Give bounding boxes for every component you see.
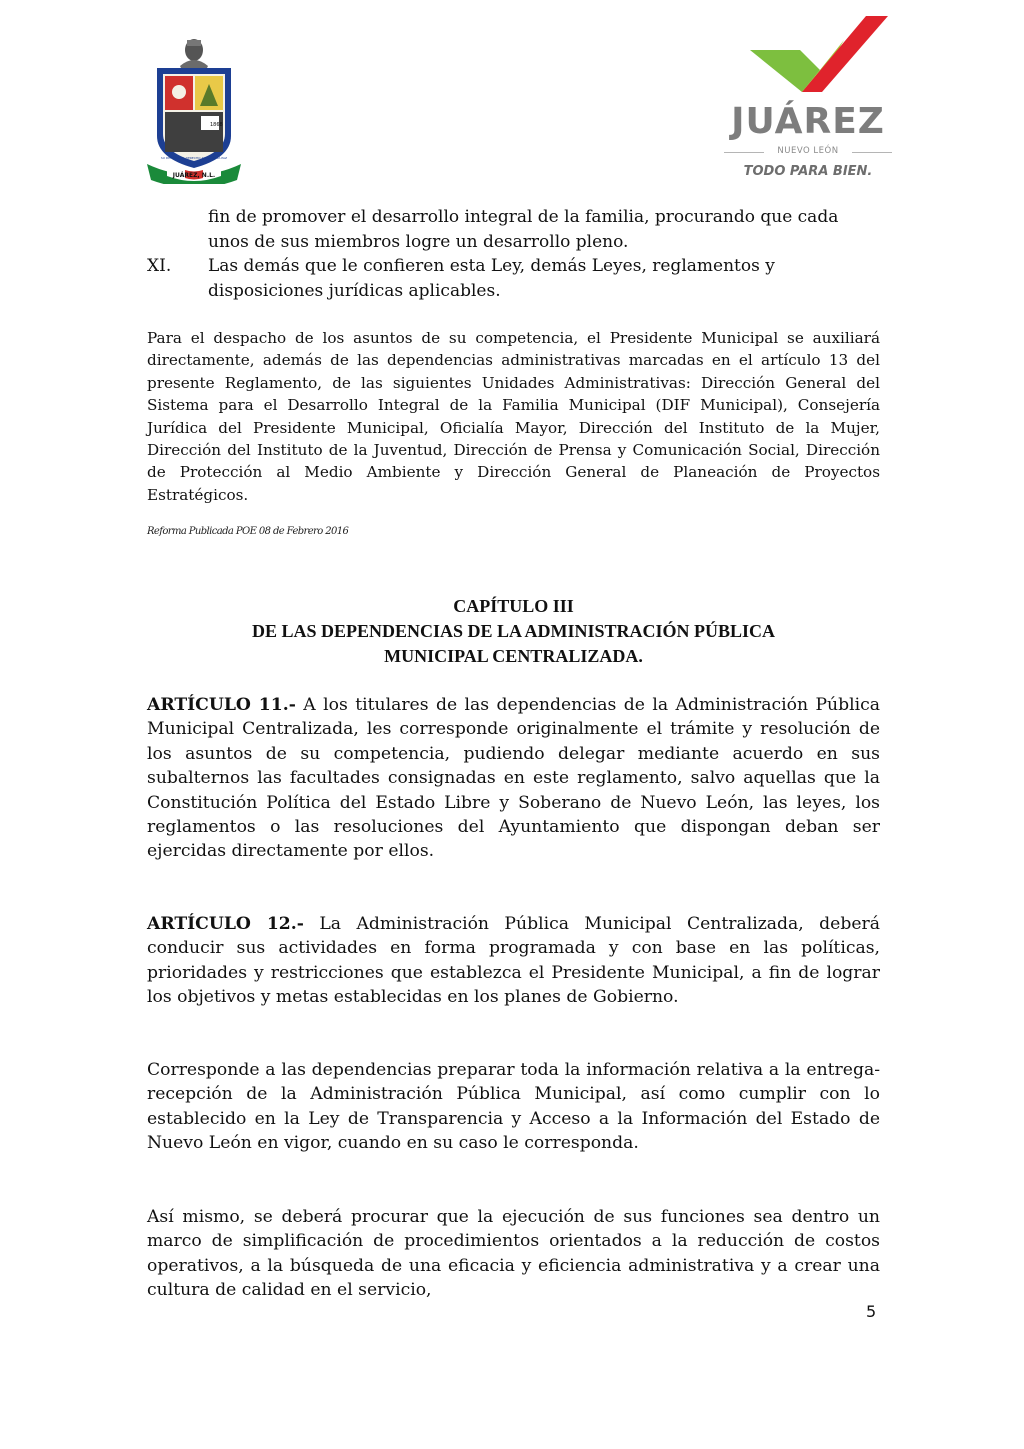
list-item — [147, 254, 877, 303]
brand-slogan: TODO PARA BIEN. — [743, 164, 873, 179]
article-12 — [147, 912, 880, 1010]
body-paragraph: Corresponde a las dependencias preparar toda la información relativa a la entrega-recepción de la Administración Pública Municipal, así como cumplir con lo establecido en la Ley de Transparencia y Acceso a la Información del Estado de Nuevo León en vigor, cuando en su caso le corresponda. — [147, 1060, 880, 1154]
list-item-text: fin de promover el desarrollo integral de la familia, procurando que cada unos de sus miembros logre un desarrollo pleno. — [208, 207, 839, 252]
municipal-crest-logo — [145, 36, 243, 184]
chapter-heading — [147, 594, 880, 669]
article-11 — [147, 693, 880, 864]
chapter-subtitle-line1: DE LAS DEPENDENCIAS DE LA ADMINISTRACIÓN PÚBLICA — [251, 621, 776, 641]
list-item-number: XI. — [147, 256, 172, 276]
list-item — [147, 205, 877, 254]
juarez-brand-logo — [718, 14, 898, 179]
brand-state: NUEVO LEÓN — [777, 146, 839, 156]
reform-note: Reforma Publicada POE 08 de Febrero 2016 — [147, 526, 349, 537]
article-label: ARTÍCULO 11.- — [147, 695, 296, 715]
brand-name: JUÁREZ — [731, 101, 885, 142]
article-text: A los titulares de las dependencias de la Administración Pública Municipal Centralizada, les corresponde originalmente el trámite y resolución de los asuntos de su competencia, pudiendo delegar mediante acuerdo en sus subalternos las facultades consignadas en este reglamento, salvo aquellas que la Constitución Política del Estado Libre y Soberano de Nuevo León, las leyes, los reglamentos o las resoluciones del Ayuntamiento que dispongan deban ser ejercidas directamente por ellos. — [147, 695, 880, 862]
chapter-subtitle-line2: MUNICIPAL CENTRALIZADA. — [384, 646, 643, 666]
brand-divider-right — [852, 152, 892, 153]
article-label: ARTÍCULO 12.- — [147, 914, 304, 934]
page-number: 5 — [866, 1302, 877, 1321]
checkmark-icon — [748, 14, 888, 94]
list-item-text: Las demás que le confieren esta Ley, demás Leyes, reglamentos y disposiciones jurídicas aplicables. — [208, 256, 775, 301]
crest-year-text: 1868 — [210, 122, 223, 128]
chapter-title: CAPÍTULO III — [453, 596, 574, 616]
crest-motto-text: SU DEFENSA AL DERECHO AJENO ES LA PAZ — [160, 156, 228, 160]
fraction-list — [147, 205, 877, 303]
crest-label-text: JUÁREZ, N.L. — [172, 172, 216, 179]
body-paragraph: Así mismo, se deberá procurar que la ejecución de sus funciones sea dentro un marco de simplificación de procedimientos orientados a la reducción de costos operativos, a la búsqueda de una eficacia y eficiencia administrativa y a crear una cultura de calidad en el servicio, — [147, 1207, 880, 1301]
dispatch-paragraph: Para el despacho de los asuntos de su competencia, el Presidente Municipal se auxiliará directamente, además de las dependencias administrativas marcadas en el artículo 13 del presente Reglamento, de las siguientes Unidades Administrativas: Dirección General del Sistema para el Desarrollo Integral de la Familia Municipal (DIF Municipal), Consejería Jurídica del Presidente Municipal, Oficialía Mayor, Dirección del Instituto de la Mujer, Dirección del Instituto de la Juventud, Dirección de Prensa y Comunicación Social, Dirección de Protección al Medio Ambiente y Dirección General de Planeación de Proyectos Estratégicos. — [147, 329, 880, 504]
article-text: La Administración Pública Municipal Centralizada, deberá conducir sus actividades en forma programada y con base en las políticas, prioridades y restricciones que establezca el Presidente Municipal, a fin de lograr los objetivos y metas establecidas en los planes de Gobierno. — [147, 914, 880, 1008]
